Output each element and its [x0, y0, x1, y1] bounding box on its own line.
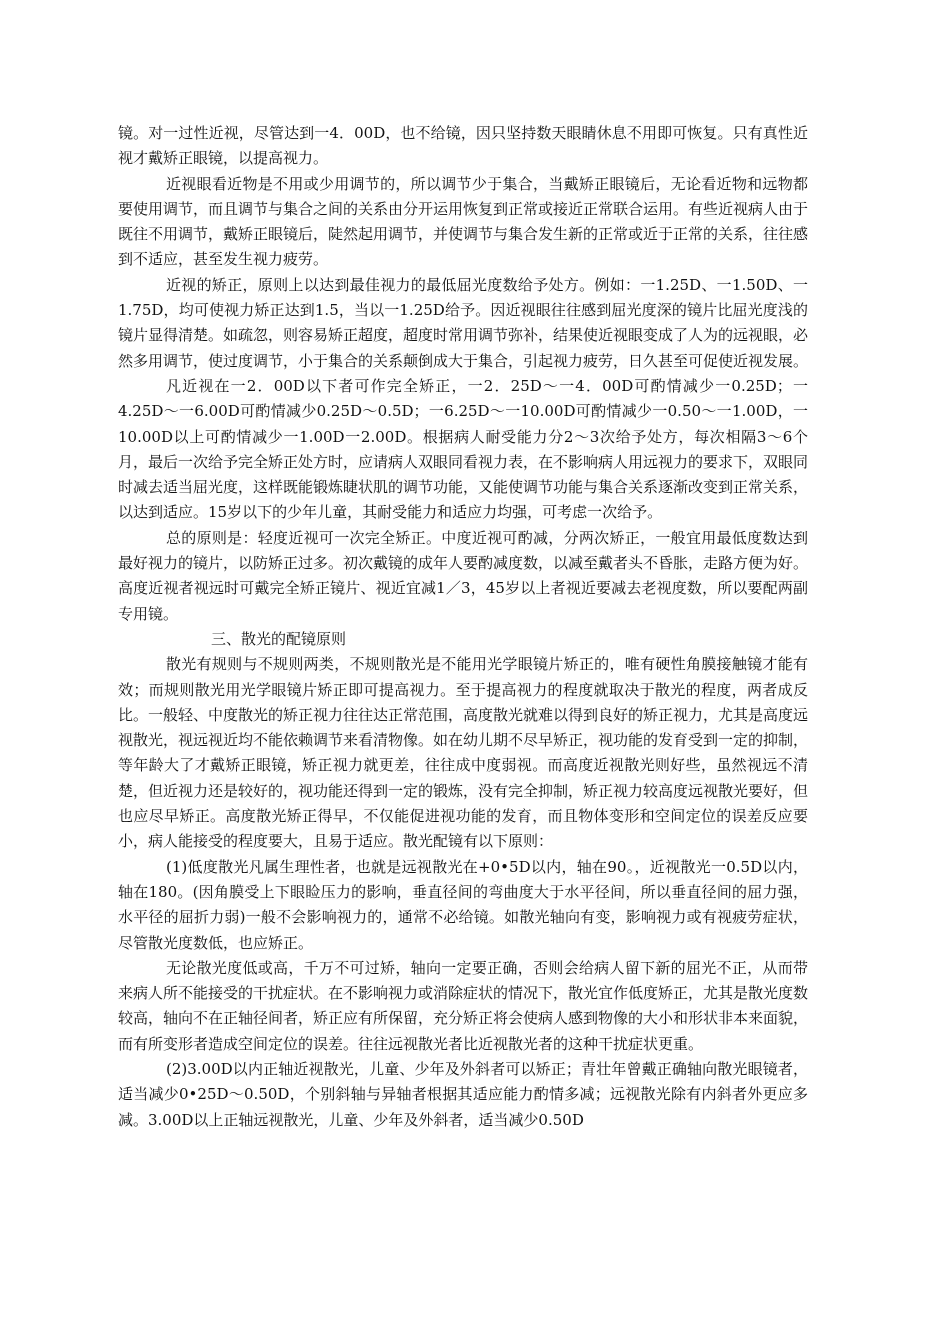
paragraph-astigmatism-types: 散光有规则与不规则两类，不规则散光是不能用光学眼镜片矫正的，唯有硬性角膜接触镜才能有效；而规则散光用光学眼镜片矫正即可提高视力。至于提高视力的程度就取决于散光的程度，两者成反比。一般轻、中度散光的矫正视力往往达正常范围，高度散光就难以得到良好的矫正视力，尤其是高度远视散光，视远视近均不能依赖调节来看清物像。如在幼儿期不尽早矫正，视功能的发育受到一定的抑制，等年龄大了才戴矫正眼镜，矫正视力就更差，往往成中度弱视。而高度近视散光则好些，虽然视远不清楚，但近视力还是较好的，视功能还得到一定的锻炼，没有完全抑制，矫正视力较高度远视散光要好，但也应尽早矫正。高度散光矫正得早，不仅能促进视功能的发育，而且物体变形和空间定位的误差反应要小，病人能接受的程度要大，且易于适应。散光配镜有以下原则： [118, 655, 809, 851]
paragraph-rule-1: (1)低度散光凡属生理性者，也就是远视散光在+0•5D以内，轴在90。，近视散光一0.5D以内，轴在180。(因角膜受上下眼睑压力的影响，垂直径间的弯曲度大于水平径间，所以垂直径间的屈力强，水平径的屈折力弱)一般不会影响视力的，通常不必给镜。如散光轴向有变，影响视力或有视疲劳症状，尽管散光度数低，也应矫正。 [118, 857, 808, 952]
paragraph-general-principles: 总的原则是：轻度近视可一次完全矫正。中度近视可酌减，分两次矫正，一般宜用最低度数达到最好视力的镜片，以防矫正过多。初次戴镜的成年人要酌减度数，以减至戴者头不昏胀，走路方便为好。高度近视者视远时可戴完全矫正镜片、视近宜减1／3，45岁以上者视近要减去老视度数，所以要配两副专用镜。 [118, 528, 809, 623]
paragraph-no-overcorrection: 无论散光度低或高，千万不可过矫，轴向一定要正确，否则会给病人留下新的屈光不正，从而带来病人所不能接受的干扰症状。在不影响视力或消除症状的情况下，散光宜作低度矫正，尤其是散光度数较高，轴向不在正轴径间者，矫正应有所保留，充分矫正将会使病人感到物像的大小和形状非本来面貌，而有所变形者造成空间定位的误差。往往远视散光者比近视散光者的这种干扰症状更重。 [118, 958, 809, 1053]
section-heading-astigmatism: 三、散光的配镜原则 [211, 629, 347, 648]
document-body [118, 121, 808, 1133]
paragraph-reduction-guidelines: 凡近视在一2．00D以下者可作完全矫正，一2．25D～一4．00D可酌情减少一0.25D；一4.25D～一6.00D可酌情减少0.25D～0.5D；一6.25D～一10.00D可酌情减少一0.50～一1.00D，一10.00D以上可酌情减少一1.00D一2.00D。根据病人耐受能力分2～3次给予处方，每次相隔3～6个月，最后一次给予完全矫正处方时，应请病人双眼同看视力表，在不影响病人用远视力的要求下，双眼同时减去适当屈光度，这样既能锻炼睫状肌的调节功能，又能使调节功能与集合关系逐渐改变到正常关系，以达到适应。15岁以下的少年儿童，其耐受能力和适应力均强，可考虑一次给予。 [118, 376, 809, 522]
paragraph-continuation: 镜。对一过性近视，尽管达到一4．00D，也不给镜，因只坚持数天眼睛休息不用即可恢复。只有真性近视才戴矫正眼镜，以提高视力。 [118, 124, 808, 168]
paragraph-rule-2: (2)3.00D以内正轴近视散光，儿童、少年及外斜者可以矫正；青壮年曾戴正确轴向散光眼镜者，适当减少0•25D～0.50D，个别斜轴与异轴者根据其适应能力酌情多减；远视散光除有内斜者外更应多减。3.00D以上正轴远视散光，儿童、少年及外斜者，适当减少0.50D [118, 1059, 808, 1129]
paragraph-accommodation: 近视眼看近物是不用或少用调节的，所以调节少于集合，当戴矫正眼镜后，无论看近物和远物都要使用调节，而且调节与集合之间的关系由分开运用恢复到正常或接近正常联合运用。有些近视病人由于既往不用调节，戴矫正眼镜后，陡然起用调节，并使调节与集合发生新的正常或近于正常的关系，往往感到不适应，甚至发生视力疲劳。 [118, 174, 809, 269]
paragraph-myopia-correction: 近视的矫正，原则上以达到最佳视力的最低屈光度数给予处方。例如：一1.25D、一1.50D、一1.75D，均可使视力矫正达到1.5，当以一1.25D给予。因近视眼往往感到屈光度深的镜片比屈光度浅的镜片显得清楚。如疏忽，则容易矫正超度，超度时常用调节弥补，结果使近视眼变成了人为的远视眼，必然多用调节，使过度调节，小于集合的关系颠倒成大于集合，引起视力疲劳，日久甚至可促使近视发展。 [118, 275, 809, 370]
